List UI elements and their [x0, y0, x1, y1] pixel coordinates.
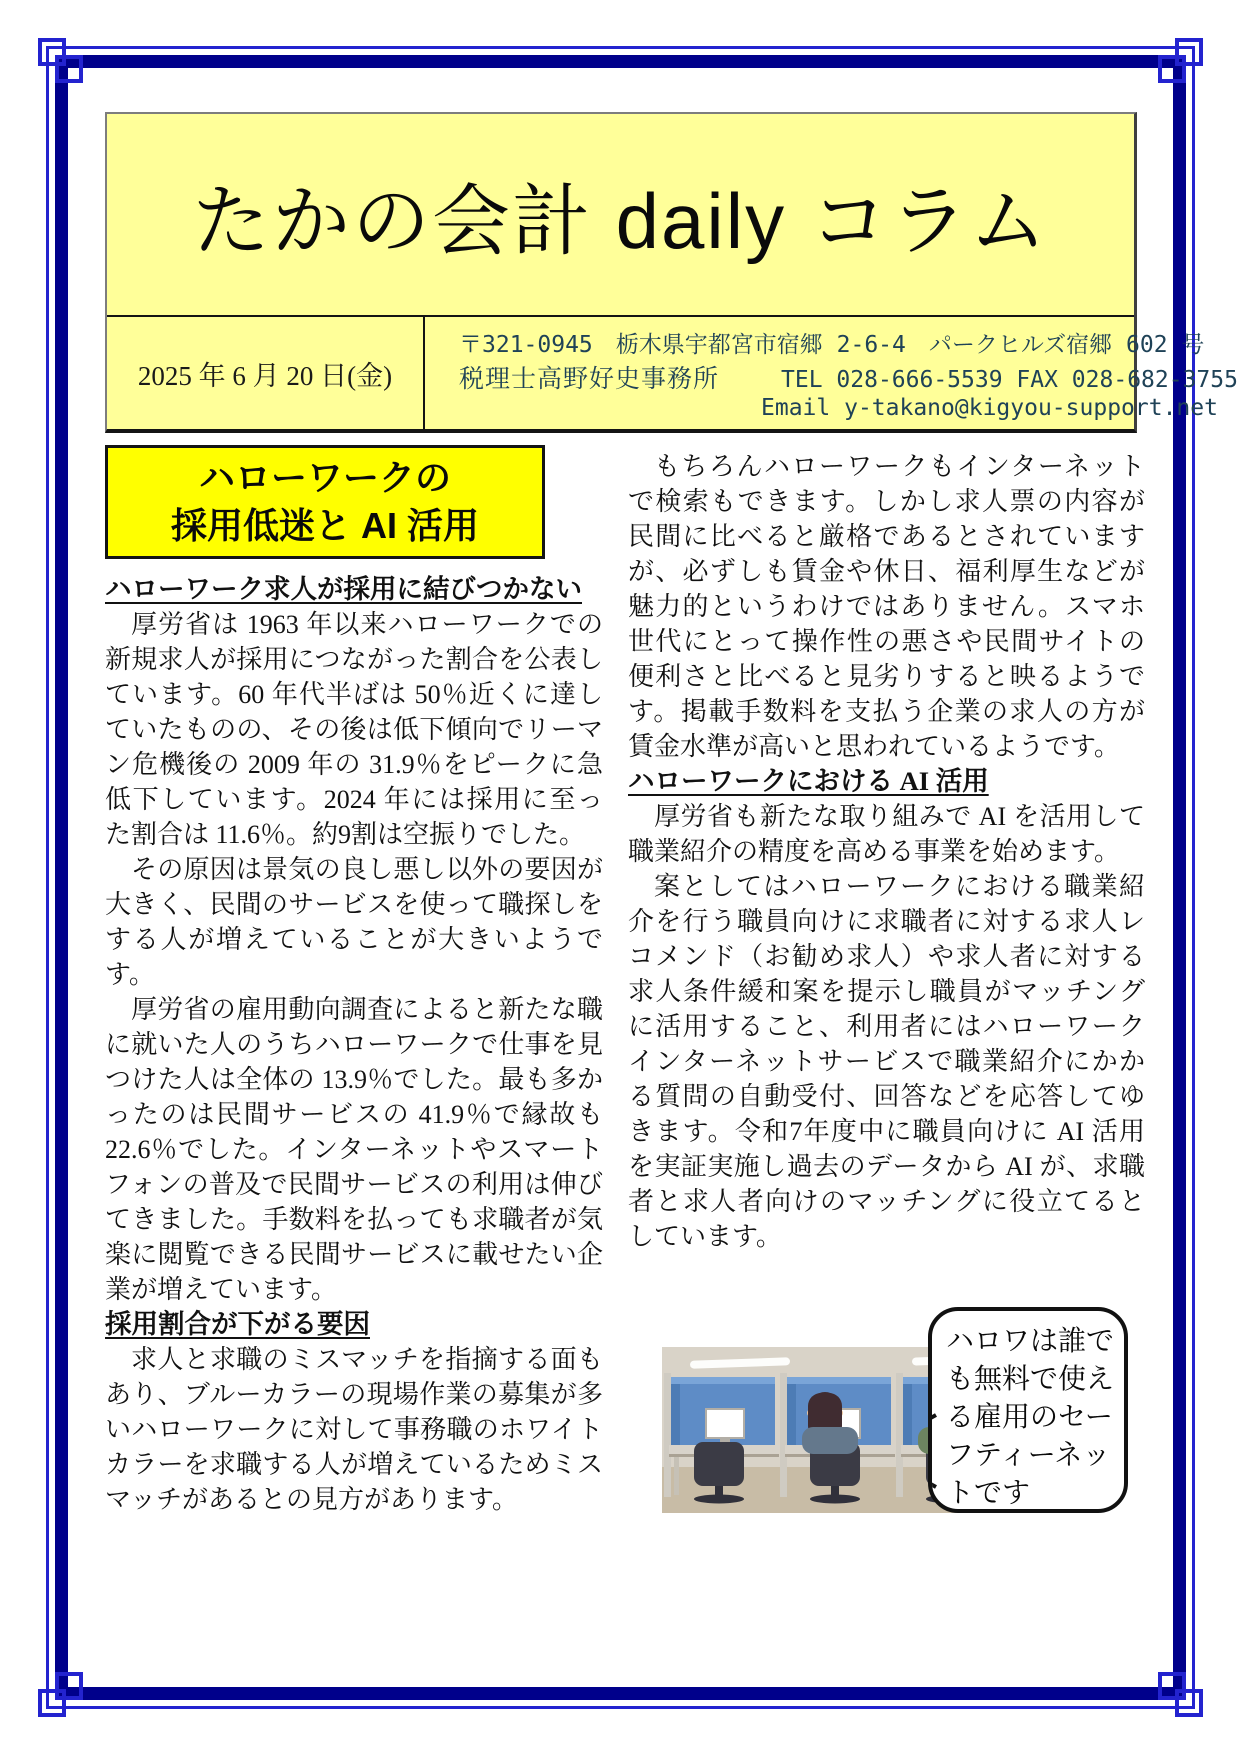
article-paragraph: もちろんハローワークもインターネットで検索もできます。しかし求人票の内容が民間に比べると厳格であるとされていますが、必ずしも賃金や休日、福利厚生などが魅力的というわけではありません。スマホ世代にとって操作性の悪さや民間サイトの便利さと比べると見劣りすると映るようです。掲載手数料を支払う企業の求人の方が賃金水準が高いと思われているようです。 — [628, 452, 1145, 761]
article-paragraph: 求人と求職のミスマッチを指摘する面もあり、ブルーカラーの現場作業の募集が多いハローワークに対して事務職のホワイトカラーを求職する人が増えているためミスマッチがあるとの見方があります。 — [105, 1345, 603, 1514]
topic-title-box — [105, 445, 545, 559]
section-heading: 採用割合が下がる要因 — [105, 1309, 370, 1339]
article-paragraph: 厚労省の雇用動向調査によると新たな職に就いた人のうちハローワークで仕事を見つけた人は全体の 13.9％でした。最も多かったのは民間サービスの 41.9％で縁故も 22.6％でした。インターネットやスマートフォンの普及で民間サービスの利用は伸びてきました。手数料を払っても求職者が気楽に閲覧できる民間サービスに載せたい企業が増えています。 — [105, 995, 603, 1304]
office-name: 税理士高野好史事務所 — [459, 365, 720, 393]
office-tel-fax: TEL 028-666-5539 FAX 028-682-3755 — [781, 367, 1238, 393]
office-address: 〒321-0945 栃木県宇都宮市宿郷 2-6-4 パークヒルズ宿郷 602 号 — [459, 332, 1205, 358]
article-right-column — [628, 449, 1145, 1254]
border-corner-knot-icon — [1158, 55, 1186, 83]
newsletter-title: たかの会計 daily コラム — [192, 176, 1049, 265]
article-paragraph: 厚労省は 1963 年以来ハローワークでの新規求人が採用につながった割合を公表しています。60 年代半ばは 50％近くに達していたものの、その後は低下傾向でリーマン危機後の 2009 年の 31.9％をピークに急低下しています。2024 年には採用に至った割合は 11.6％。約9割は空振りでした。 — [105, 610, 603, 849]
topic-title-line2: 採用低迷と AI 活用 — [170, 505, 479, 546]
office-info — [425, 317, 1241, 429]
border-corner-knot-icon — [55, 55, 83, 83]
speech-bubble-tail — [928, 1411, 938, 1491]
masthead — [107, 114, 1134, 317]
article-paragraph: その原因は景気の良し悪し以外の要因が大きく、民間のサービスを使って職探しをする人が増えていることが大きいようです。 — [105, 855, 603, 989]
speech-bubble — [928, 1307, 1128, 1513]
speech-bubble-text: ハロワは誰でも無料で使える雇用のセーフティーネットです — [946, 1325, 1115, 1508]
article-left-column — [105, 572, 603, 1517]
article-paragraph: 案としてはハローワークにおける職業紹介を行う職員向けに求職者に対する求人レコメンド（お勧め求人）や求人者に対する求人条件緩和案を提示し職員がマッチングに活用すること、利用者にはハローワークインターネットサービスで職業紹介にかかる質問の自動受付、回答などを応答してゆきます。令和7年度中に職員向けに AI 活用を実証実施し過去のデータから AI が、求職者と求人者向けのマッチングに役立てるとしています。 — [628, 872, 1145, 1251]
topic-title-line1: ハローワークの — [198, 457, 451, 498]
masthead-box — [105, 112, 1238, 433]
border-corner-knot-icon — [1158, 1672, 1186, 1700]
border-corner-knot-icon — [55, 1672, 83, 1700]
issue-info-row — [107, 317, 1238, 429]
issue-date: 2025 年 6 月 20 日(金) — [107, 317, 425, 429]
office-email: Email y-takano@kigyou-support.net — [761, 395, 1218, 421]
office-name-tel-line — [459, 359, 1238, 395]
article-paragraph: 厚労省も新たな取り組みで AI を活用して職業紹介の精度を高める事業を始めます。 — [628, 802, 1145, 866]
section-heading: ハローワーク求人が採用に結びつかない — [105, 574, 582, 604]
section-heading: ハローワークにおける AI 活用 — [628, 766, 989, 796]
